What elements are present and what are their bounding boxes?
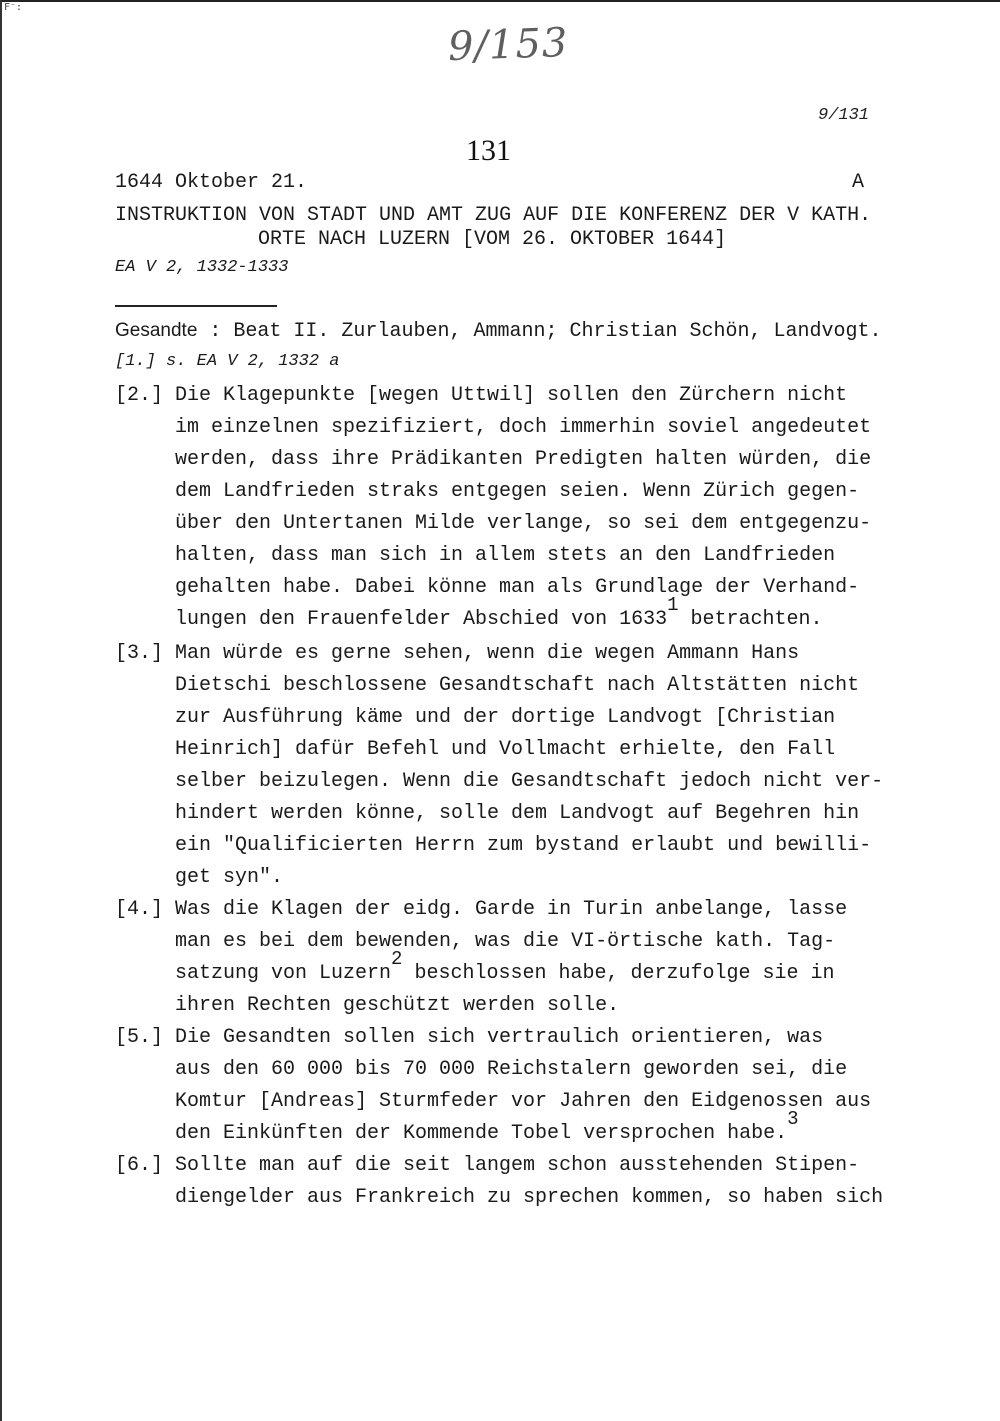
text-line: man es bei dem bewenden, was die VI-örtische kath. Tag- <box>175 930 836 953</box>
item-1 <box>115 352 339 371</box>
text-line: werden, dass ihre Prädikanten Predigten halten würden, die <box>175 448 872 471</box>
text-line: im einzelnen spezifiziert, doch immerhin soviel angedeutet <box>175 416 872 439</box>
item-6 <box>115 1154 884 1269</box>
text-line: get syn". <box>175 866 284 889</box>
text-line: Dietschi beschlossene Gesandtschaft nach Altstätten nicht <box>175 674 860 697</box>
page-number: 131 <box>466 134 511 167</box>
text-line: Sollte man auf die seit langem schon ausstehenden Stipen- <box>175 1154 860 1177</box>
text-line <box>175 594 823 631</box>
text-line: gehalten habe. Dabei könne man als Grundlage der Verhand- <box>175 576 860 599</box>
source-reference: EA V 2, 1332-1333 <box>115 258 289 277</box>
text-line <box>175 1108 799 1145</box>
text-line: ihren Rechten geschützt werden solle. <box>175 994 620 1017</box>
text-line: Die Klagepunkte [wegen Uttwil] sollen den Zürchern nicht <box>175 384 848 407</box>
scan-corner-mark: F⁻: <box>4 2 23 13</box>
item-2 <box>115 384 872 637</box>
text-fragment: satzung von Luzern <box>175 962 392 985</box>
text-line <box>175 948 835 985</box>
text-fragment: beschlossen habe, derzufolge sie in <box>402 962 835 985</box>
item-1-text: s. EA V 2, 1332 a <box>155 352 340 371</box>
text-line: Man würde es gerne sehen, wenn die wegen Ammann Hans <box>175 642 800 665</box>
envoys-text: : Beat II. Zurlauben, Ammann; Christian Schön, Landvogt. <box>197 320 882 343</box>
envoys-line <box>115 320 882 343</box>
footnote-marker: 3 <box>787 1108 799 1130</box>
item-number: [2.] <box>115 384 164 407</box>
text-line: über den Untertanen Milde verlange, so sei dem entgegenzu- <box>175 512 872 535</box>
scan-border-top <box>0 0 1000 2</box>
document-title-line-1: INSTRUKTION VON STADT UND AMT ZUG AUF DIE KONFERENZ DER V KATH. <box>115 204 872 227</box>
text-line: zur Ausführung käme und der dortige Landvogt [Christian <box>175 706 836 729</box>
text-line: halten, dass man sich in allem stets an den Landfrieden <box>175 544 836 567</box>
text-line: ein "Qualificierten Herrn zum bystand erlaubt und bewilli- <box>175 834 872 857</box>
item-3 <box>115 642 884 895</box>
text-line: diengelder aus Frankreich zu sprechen kommen, so haben sich <box>175 1186 884 1209</box>
text-fragment: betrachten. <box>678 608 823 631</box>
envoys-label: Gesandte <box>115 320 198 341</box>
text-line: Was die Klagen der eidg. Garde in Turin anbelange, lasse <box>175 898 848 921</box>
footnote-marker: 2 <box>391 948 403 970</box>
text-line: Heinrich] dafür Befehl und Vollmacht erhielte, den Fall <box>175 738 836 761</box>
text-line: hindert werden könne, solle dem Landvogt auf Begehren hin <box>175 802 860 825</box>
text-line: aus den 60 000 bis 70 000 Reichstalern geworden sei, die <box>175 1058 848 1081</box>
document-title-line-2: ORTE NACH LUZERN [VOM 26. OKTOBER 1644] <box>258 228 727 251</box>
text-line: dem Landfrieden straks entgegen seien. Wenn Zürich gegen- <box>175 480 860 503</box>
item-number: [3.] <box>115 642 164 665</box>
footnote-marker: 1 <box>667 594 679 616</box>
item-1-number: [1.] <box>115 352 156 371</box>
handwritten-archive-number: 9/153 <box>447 19 570 71</box>
text-fragment: den Einkünften der Kommende Tobel versprochen habe. <box>175 1122 788 1145</box>
section-divider <box>115 305 277 307</box>
item-number: [5.] <box>115 1026 164 1049</box>
text-line: Die Gesandten sollen sich vertraulich orientieren, was <box>175 1026 824 1049</box>
text-line: selber beizulegen. Wenn die Gesandtschaft jedoch nicht ver- <box>175 770 884 793</box>
item-number: [4.] <box>115 898 164 921</box>
document-reference: 9/131 <box>818 106 870 125</box>
text-fragment: lungen den Frauenfelder Abschied von 1633 <box>175 608 668 631</box>
document-date: 1644 Oktober 21. <box>115 171 308 194</box>
scan-border-left <box>0 0 2 1421</box>
item-number: [6.] <box>115 1154 164 1177</box>
document-type-letter: A <box>852 171 865 194</box>
text-line: Komtur [Andreas] Sturmfeder vor Jahren den Eidgenossen aus <box>175 1090 872 1113</box>
